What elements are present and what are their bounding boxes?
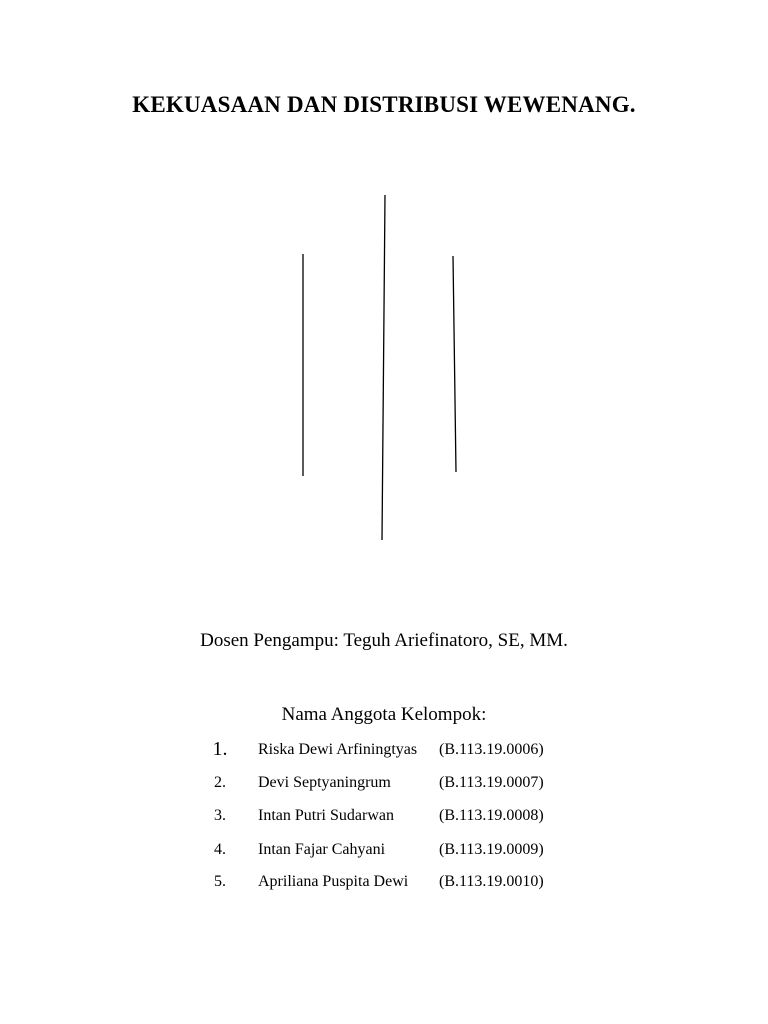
member-row [0, 807, 768, 831]
member-row [0, 774, 768, 798]
member-row [0, 738, 768, 765]
member-name: Riska Dewi Arfiningtyas [258, 741, 418, 758]
member-number: 5. [214, 873, 226, 890]
page-title: KEKUASAAN DAN DISTRIBUSI WEWENANG. [132, 92, 636, 117]
members-heading: Nama Anggota Kelompok: [281, 704, 487, 725]
member-name: Intan Fajar Cahyani [258, 841, 386, 858]
member-id: (B.113.19.0010) [439, 873, 544, 890]
member-id: (B.113.19.0007) [439, 774, 544, 791]
member-name: Intan Putri Sudarwan [258, 807, 394, 824]
member-row [0, 873, 768, 897]
member-id: (B.113.19.0006) [439, 741, 544, 758]
member-number: 2. [214, 774, 226, 791]
member-number: 4. [214, 841, 226, 858]
lecturer-line: Dosen Pengampu: Teguh Ariefinatoro, SE, MM. [200, 630, 568, 651]
member-row [0, 841, 768, 865]
member-id: (B.113.19.0009) [439, 841, 544, 858]
member-number: 3. [214, 807, 226, 824]
member-number: 1. [212, 738, 228, 760]
member-name: Devi Septyaningrum [258, 774, 391, 791]
member-name: Apriliana Puspita Dewi [258, 873, 409, 890]
member-id: (B.113.19.0008) [439, 807, 544, 824]
